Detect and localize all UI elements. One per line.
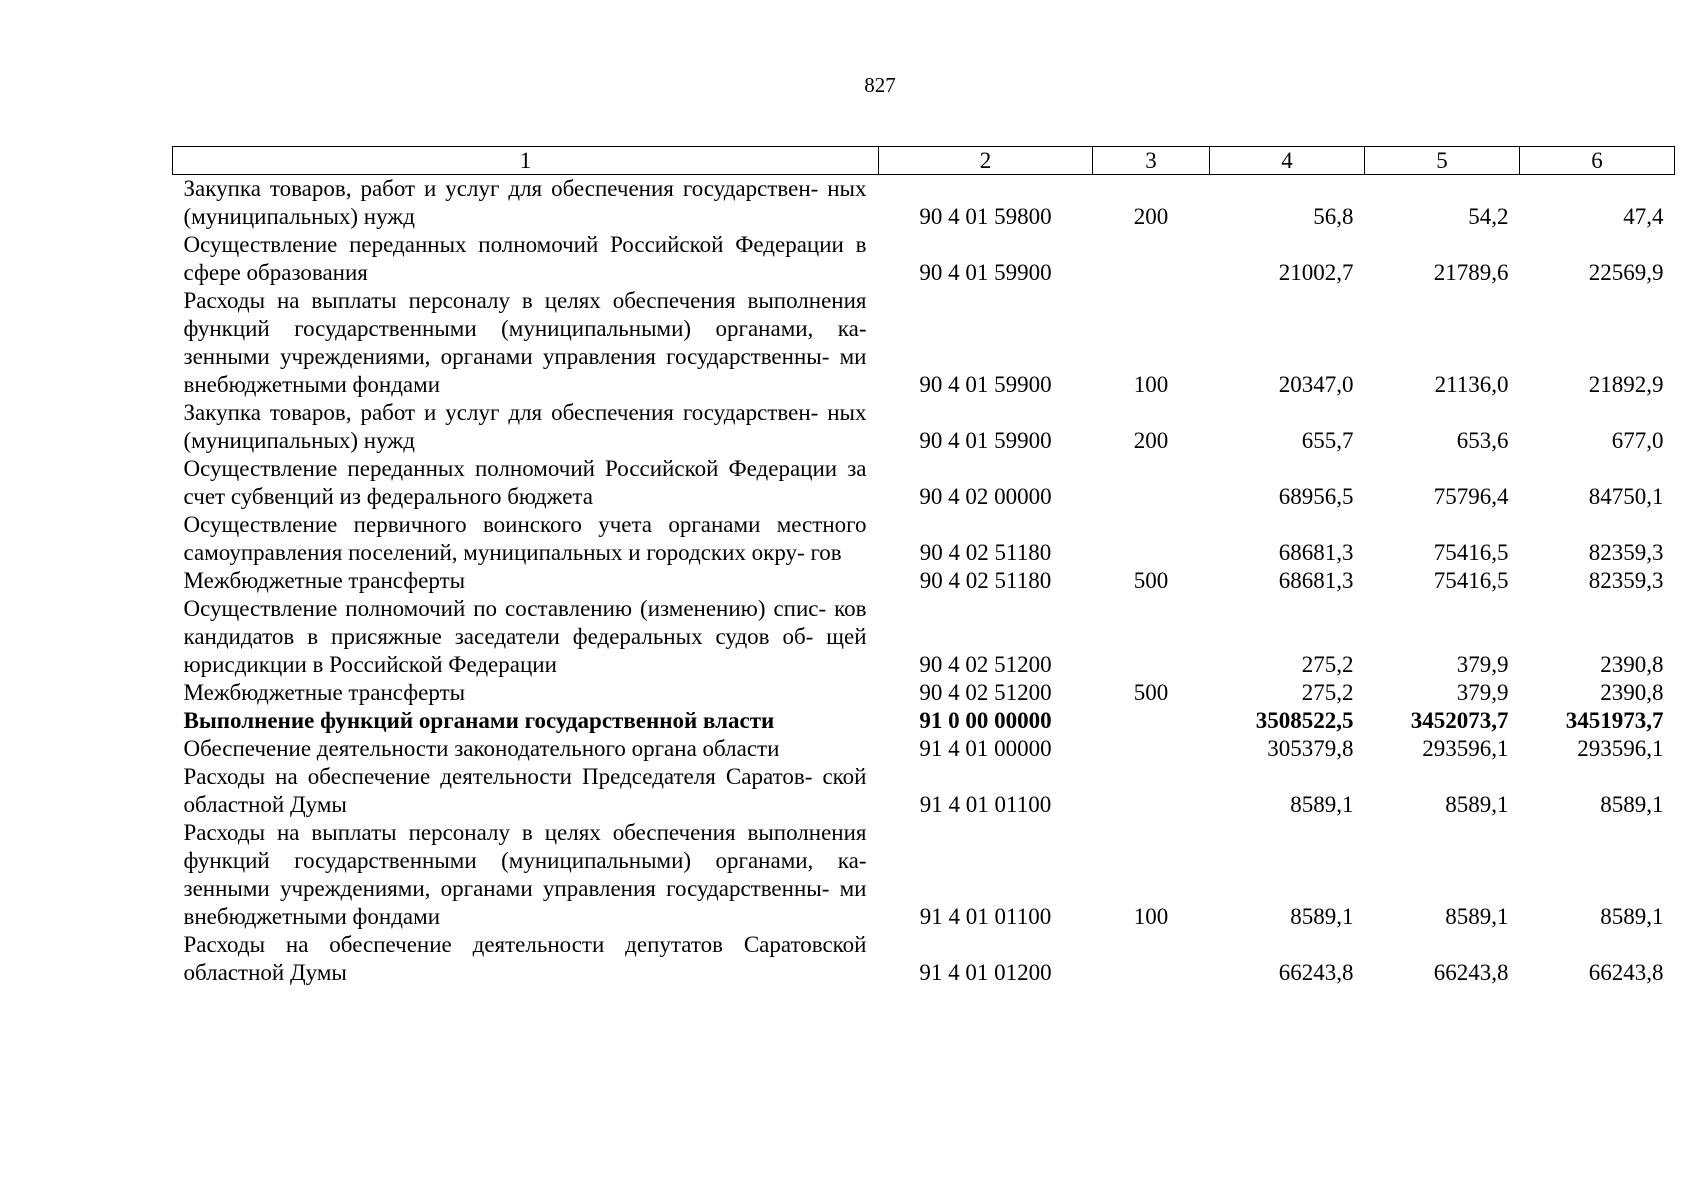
table-row [173,819,1675,931]
table-row [173,231,1675,287]
row-value-cell: 47,4 [1623,204,1664,229]
row-code-cell: 91 4 01 00000 [919,736,1052,761]
row-value-cell: 3452073,7 [1410,708,1509,733]
row-code-cell: 90 4 02 51180 [919,568,1052,593]
table-row [173,595,1675,679]
row-value-cell: 68681,3 [1278,540,1354,565]
column-header: 5 [1365,147,1520,175]
row-code-cell: 90 4 02 51180 [919,540,1052,565]
row-value-cell: 68681,3 [1278,568,1354,593]
column-header: 4 [1210,147,1365,175]
row-type-cell: 200 [1133,428,1169,453]
row-type-cell [1093,511,1210,567]
row-type-cell [1093,455,1210,511]
row-type-cell: 500 [1133,680,1169,705]
row-value-cell: 677,0 [1611,428,1664,453]
row-value-cell: 2390,8 [1600,652,1664,677]
row-name-cell: Расходы на выплаты персоналу в целях обеспечения выполнения функций государственными (муниципальными) органами, ка- зенными учреждениями, органами управления государственны- ми внебюджетными фондами [183,288,867,397]
row-code-cell: 91 0 00 00000 [919,708,1052,733]
row-value-cell: 68956,5 [1278,484,1354,509]
row-value-cell: 8589,1 [1290,792,1354,817]
row-value-cell: 21789,6 [1433,260,1509,285]
row-value-cell: 21002,7 [1278,260,1354,285]
row-name-cell: Закупка товаров, работ и услуг для обеспечения государствен- ных (муниципальных) нужд [183,176,867,229]
table-row [173,287,1675,399]
row-value-cell: 84750,1 [1588,484,1664,509]
column-header: 1 [173,147,879,175]
table-row [173,763,1675,819]
row-value-cell: 82359,3 [1588,568,1664,593]
row-name-cell: Осуществление переданных полномочий Российской Федерации за счет субвенций из федерального бюджета [183,456,867,509]
row-value-cell: 275,2 [1301,680,1354,705]
row-name-cell: Осуществление первичного воинского учета органами местного самоуправления поселений, муниципальных и городских окру- гов [183,512,867,565]
row-value-cell: 2390,8 [1600,680,1664,705]
row-value-cell: 293596,1 [1577,736,1664,761]
row-value-cell: 54,2 [1468,204,1509,229]
row-value-cell: 8589,1 [1445,904,1509,929]
row-name-cell: Выполнение функций органами государственной власти [183,708,775,733]
row-name-cell: Обеспечение деятельности законодательного органа области [183,736,780,761]
column-header: 6 [1520,147,1675,175]
row-name-cell: Осуществление переданных полномочий Российской Федерации в сфере образования [183,232,867,285]
row-value-cell: 8589,1 [1600,792,1664,817]
row-value-cell: 75416,5 [1433,568,1509,593]
row-value-cell: 20347,0 [1278,372,1354,397]
row-code-cell: 90 4 02 00000 [919,484,1052,509]
row-type-cell [1093,763,1210,819]
row-value-cell: 379,9 [1456,652,1509,677]
row-value-cell: 8589,1 [1445,792,1509,817]
row-value-cell: 8589,1 [1600,904,1664,929]
row-value-cell: 293596,1 [1422,736,1509,761]
row-name-cell: Расходы на обеспечение деятельности Председателя Саратов- ской областной Думы [183,764,867,817]
table-row [173,567,1675,595]
table-body [173,175,1675,988]
row-value-cell: 21136,0 [1434,372,1509,397]
row-name-cell: Расходы на выплаты персоналу в целях обеспечения выполнения функций государственными (муниципальными) органами, ка- зенными учреждениями, органами управления государственны- ми внебюджетными фондами [183,820,867,929]
table-row [173,511,1675,567]
row-type-cell: 500 [1133,568,1169,593]
row-value-cell: 82359,3 [1588,540,1664,565]
row-type-cell [1093,595,1210,679]
row-type-cell [1093,931,1210,987]
row-value-cell: 75416,5 [1433,540,1509,565]
row-value-cell: 66243,8 [1278,960,1354,985]
table-row [173,707,1675,735]
table-row [173,931,1675,987]
page-number: 827 [864,73,896,97]
header-row [173,147,1675,175]
table-row [173,735,1675,763]
row-value-cell: 75796,4 [1433,484,1509,509]
row-type-cell: 100 [1133,904,1169,929]
row-code-cell: 90 4 01 59800 [919,204,1052,229]
row-name-cell: Осуществление полномочий по составлению (изменению) спис- ков кандидатов в присяжные заседатели федеральных судов об- щей юрисдикции в Российской Федерации [183,596,867,677]
row-value-cell: 655,7 [1301,428,1354,453]
row-code-cell: 90 4 01 59900 [919,372,1052,397]
row-value-cell: 275,2 [1301,652,1354,677]
row-code-cell: 91 4 01 01100 [919,792,1052,817]
row-value-cell: 8589,1 [1290,904,1354,929]
row-value-cell: 3451973,7 [1565,708,1664,733]
row-code-cell: 90 4 01 59900 [919,428,1052,453]
row-code-cell: 90 4 02 51200 [919,652,1052,677]
row-value-cell: 22569,9 [1588,260,1664,285]
row-name-cell: Закупка товаров, работ и услуг для обеспечения государствен- ных (муниципальных) нужд [183,400,867,453]
column-header: 2 [879,147,1093,175]
row-name-cell: Межбюджетные трансферты [183,680,466,705]
row-type-cell: 100 [1133,372,1169,397]
row-value-cell: 305379,8 [1267,736,1354,761]
row-value-cell: 21892,9 [1588,372,1664,397]
row-name-cell: Расходы на обеспечение деятельности депутатов Саратовской областной Думы [183,932,867,985]
budget-table [172,146,1675,987]
table-row [173,399,1675,455]
row-value-cell: 66243,8 [1588,960,1664,985]
row-type-cell [1093,735,1210,763]
row-type-cell [1093,231,1210,287]
row-value-cell: 56,8 [1313,204,1354,229]
row-value-cell: 379,9 [1456,680,1509,705]
row-code-cell: 90 4 02 51200 [919,680,1052,705]
row-code-cell: 90 4 01 59900 [919,260,1052,285]
row-code-cell: 91 4 01 01100 [919,904,1052,929]
row-value-cell: 66243,8 [1433,960,1509,985]
table-row [173,679,1675,707]
row-type-cell [1093,707,1210,735]
row-value-cell: 3508522,5 [1255,708,1354,733]
table-row [173,175,1675,232]
row-value-cell: 653,6 [1456,428,1509,453]
row-code-cell: 91 4 01 01200 [919,960,1052,985]
table-row [173,455,1675,511]
row-name-cell: Межбюджетные трансферты [183,568,466,593]
row-type-cell: 200 [1133,204,1169,229]
column-header: 3 [1093,147,1210,175]
